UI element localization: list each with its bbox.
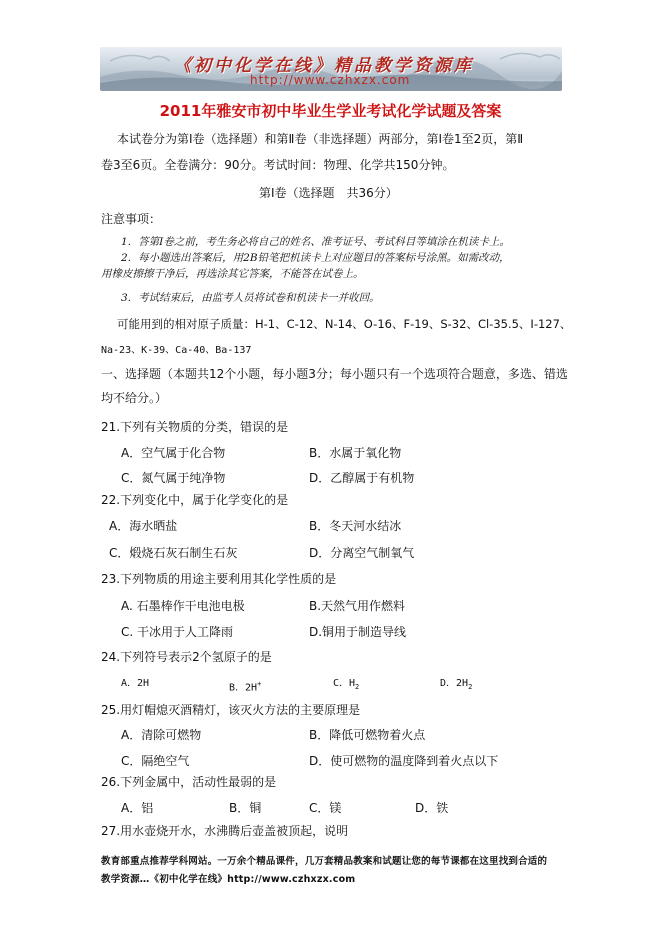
question-stem: 24.下列符号表示2个氢原子的是	[101, 650, 272, 664]
notice-1: 1．答第Ⅰ卷之前，考生务必将自己的姓名、准考证号、考试科目等填涂在机读卡上。	[121, 236, 510, 248]
atomic-mass-line-1	[117, 316, 571, 332]
option-d: D．铁	[415, 801, 449, 815]
option-b: B．铜	[229, 801, 262, 815]
part1-instructions-a: 一、选择题（本题共12个小题，每小题3分；每小题只有一个选项符合题意，多选、错选	[101, 367, 568, 381]
section-heading: 第Ⅰ卷（选择题 共36分）	[259, 186, 398, 200]
site-banner	[100, 47, 562, 91]
notice-heading: 注意事项：	[101, 212, 162, 226]
notice-2b: 用橡皮擦擦干净后，再选涂其它答案，不能答在试卷上。	[101, 268, 364, 280]
option-c: C．氮气属于纯净物	[121, 471, 226, 485]
option-a	[121, 676, 149, 692]
question-stem: 26.下列金属中，活动性最弱的是	[101, 775, 277, 789]
option-d	[440, 676, 472, 695]
footer-line-1: 教育部重点推荐学科网站。一万余个精品课件，几万套精品教案和试题让您的每节课都在这里找到合适的	[101, 856, 548, 867]
option-d: D．分离空气制氧气	[309, 546, 415, 560]
option-c: C．隔绝空气	[121, 754, 190, 768]
option-b: B．水属于氧化物	[309, 446, 402, 460]
option-a: A．空气属于化合物	[121, 446, 226, 460]
option-c	[333, 676, 359, 695]
footer-line-2[interactable]: 教学资源…《初中化学在线》http://www.czhxzx.com	[101, 874, 356, 885]
option-d: D．使可燃物的温度降到着火点以下	[309, 754, 499, 768]
option-c: C．镁	[309, 801, 342, 815]
option-b: B．冬天河水结冰	[309, 519, 402, 533]
question-stem: 21.下列有关物质的分类，错误的是	[101, 420, 289, 434]
subscript: 2	[468, 683, 473, 691]
question-stem: 23.下列物质的用途主要利用其化学性质的是	[101, 572, 337, 586]
option-b-text: B．2H	[229, 682, 258, 694]
document-title: 2011年雅安市初中毕业生学业考试化学试题及答案	[159, 102, 502, 120]
option-b	[229, 676, 261, 696]
part1-instructions-b: 均不给分。）	[101, 391, 168, 405]
option-a: A．海水晒盐	[109, 519, 178, 533]
charge-superscript: +	[257, 680, 262, 688]
atomic-mass-line-2: Na-23、K-39、Ca-40、Ba-137	[101, 345, 252, 356]
option-b: B．降低可燃物着火点	[309, 728, 426, 742]
option-d: D．乙醇属于有机物	[309, 471, 415, 485]
intro-line-2: 卷3至6页。全卷满分：90分。考试时间：物理、化学共150分钟。	[101, 158, 455, 172]
option-c: C. 干冰用于人工降雨	[121, 625, 234, 639]
notice-3: 3．考试结束后，由监考人员将试卷和机读卡一并收回。	[121, 292, 380, 304]
option-b: B.天然气用作燃料	[309, 599, 406, 613]
option-c-text: C．H	[333, 678, 356, 689]
atomic-mass-text: 可能用到的相对原子质量：H-1、C-12、N-14、O-16、F-19、S-32、Cl-35.5、I-127、	[117, 317, 572, 331]
subscript: 2	[355, 683, 360, 691]
option-d: D.铜用于制造导线	[309, 625, 407, 639]
option-a: A．铝	[121, 801, 154, 815]
question-stem: 22.下列变化中，属于化学变化的是	[101, 493, 289, 507]
option-a-text: A．2H	[121, 678, 150, 689]
option-a: A．清除可燃物	[121, 728, 202, 742]
option-c: C．煅烧石灰石制生石灰	[109, 546, 238, 560]
intro-line-1: 本试卷分为第Ⅰ卷（选择题）和第Ⅱ卷（非选择题）两部分，第Ⅰ卷1至2页，第Ⅱ	[117, 132, 524, 146]
option-d-text: D．2H	[440, 678, 469, 689]
notice-2a: 2．每小题选出答案后，用2B铅笔把机读卡上对应题目的答案标号涂黑。如需改动，	[121, 252, 510, 264]
banner-title: 《初中化学在线》精品教学资源库	[174, 56, 474, 76]
question-stem: 27.用水壶烧开水，水沸腾后壶盖被顶起，说明	[101, 824, 349, 838]
question-stem: 25.用灯帽熄灭酒精灯，该灭火方法的主要原理是	[101, 703, 361, 717]
option-a: A. 石墨棒作干电池电极	[121, 599, 245, 613]
banner-url[interactable]: http://www.czhxzx.com	[250, 73, 411, 87]
